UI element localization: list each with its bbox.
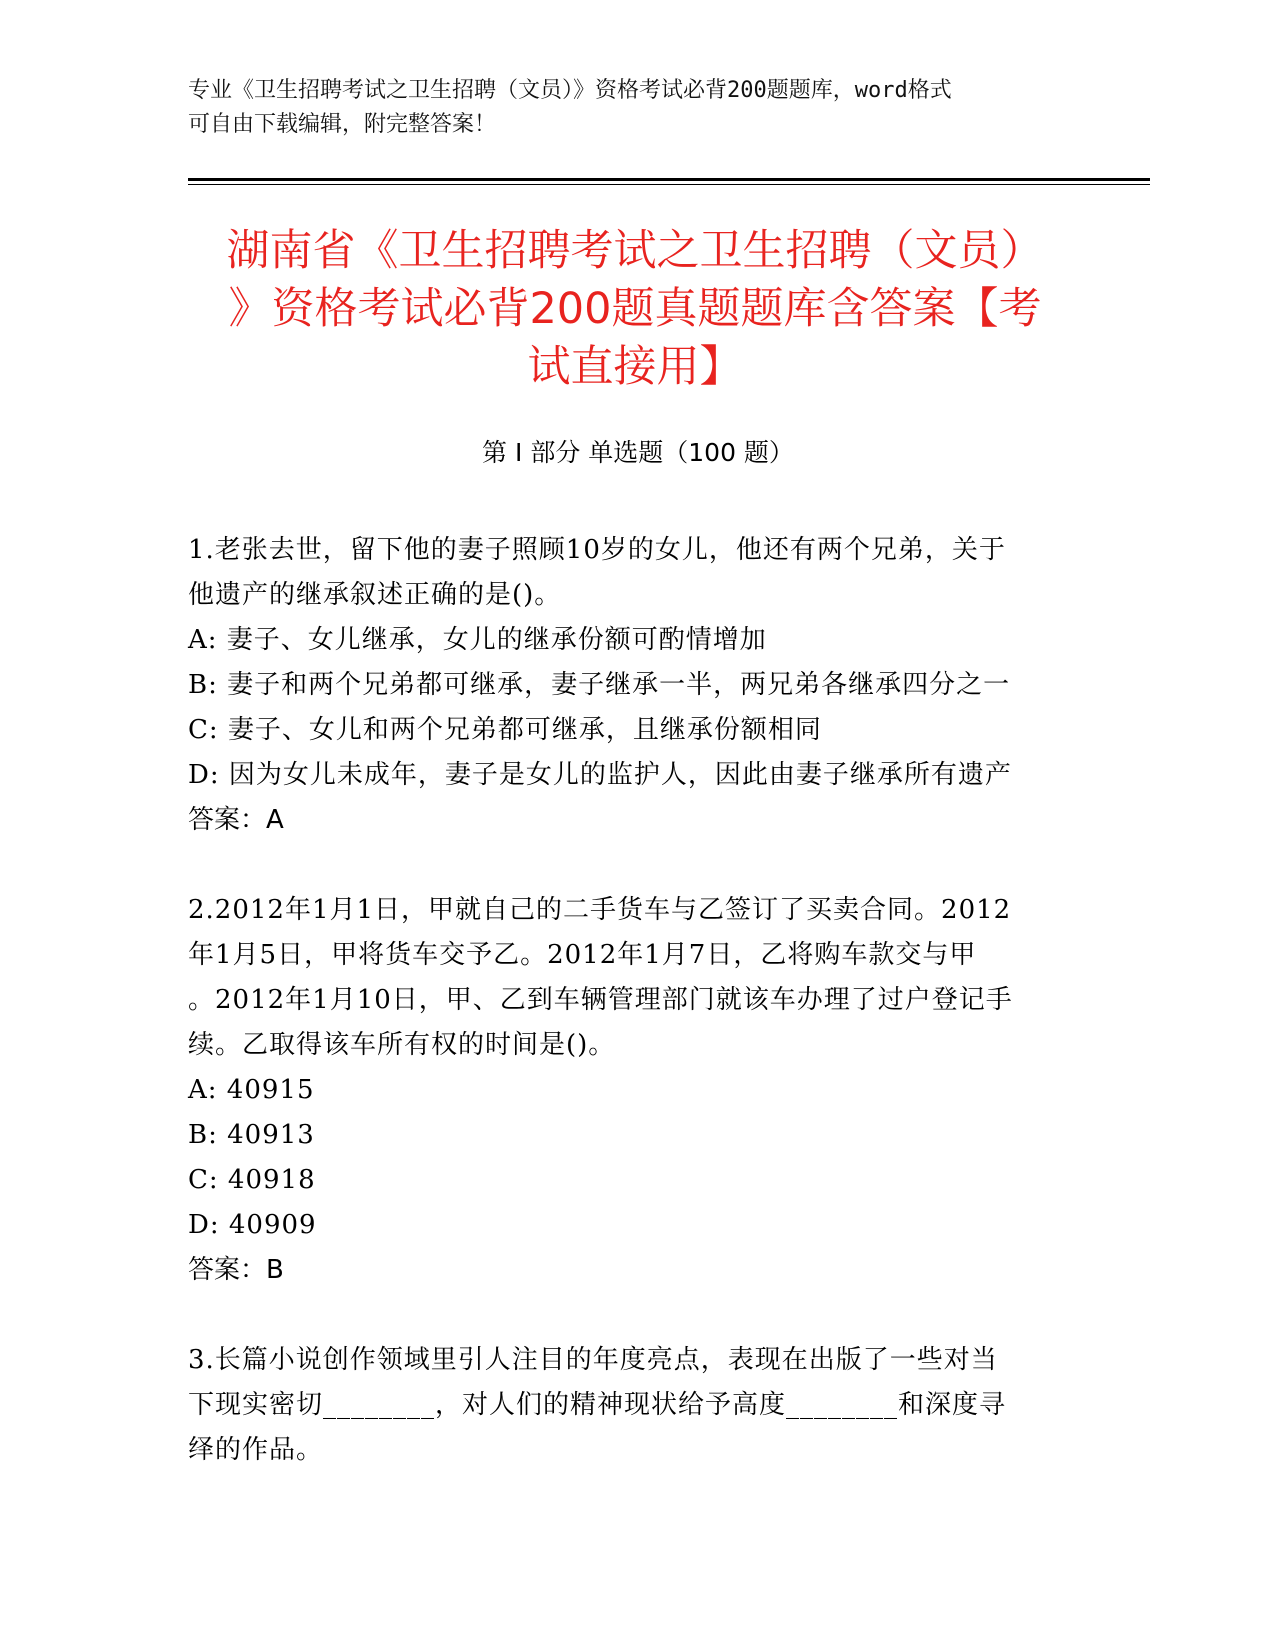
option-c: C: 40918 — [188, 1165, 316, 1195]
title-line: 》资格考试必背200题真题题库含答案【考 — [228, 284, 1042, 334]
section-title: 第 I 部分 单选题（100 题） — [482, 438, 794, 467]
header-note-line: 专业《卫生招聘考试之卫生招聘（文员）》资格考试必背200题题库，word格式 — [188, 78, 952, 103]
header-note — [188, 74, 1088, 142]
question-stem-line: 3.长篇小说创作领域里引人注目的年度亮点，表现在出版了一些对当 — [188, 1345, 998, 1375]
document-title — [175, 222, 1095, 396]
title-line: 湖南省《卫生招聘考试之卫生招聘（文员） — [226, 226, 1044, 276]
header-divider-thick — [188, 178, 1150, 181]
question-stem — [188, 1338, 1088, 1473]
option-c: C: 妻子、女儿和两个兄弟都可继承，且继承份额相同 — [188, 715, 822, 745]
option-a: A: 妻子、女儿继承，女儿的继承份额可酌情增加 — [188, 625, 767, 655]
question-stem-line: 2.2012年1月1日，甲就自己的二手货车与乙签订了买卖合同。2012 — [188, 895, 1012, 925]
header-divider-thin — [188, 184, 1150, 185]
option-a: A: 40915 — [188, 1075, 315, 1105]
question-stem-line: 。2012年1月10日，甲、乙到车辆管理部门就该车办理了过户登记手 — [188, 985, 1013, 1015]
question-stem-line: 下现实密切________，对人们的精神现状给予高度________和深度寻 — [188, 1390, 1007, 1420]
question-stem-line: 他遗产的继承叙述正确的是()。 — [188, 580, 562, 610]
question-3 — [188, 1338, 1088, 1473]
title-line: 试直接用】 — [527, 342, 743, 392]
answer: 答案：A — [188, 805, 284, 835]
option-d: D: 因为女儿未成年，妻子是女儿的监护人，因此由妻子继承所有遗产 — [188, 760, 1012, 790]
question-stem-line: 续。乙取得该车所有权的时间是()。 — [188, 1030, 616, 1060]
question-2 — [188, 888, 1088, 1293]
question-list — [188, 528, 1088, 1518]
header-note-line: 可自由下载编辑，附完整答案！ — [188, 112, 497, 137]
question-stem-line: 1.老张去世，留下他的妻子照顾10岁的女儿，他还有两个兄弟，关于 — [188, 535, 1006, 565]
question-1 — [188, 528, 1088, 843]
option-b: B: 40913 — [188, 1120, 315, 1150]
question-stem-line: 年1月5日，甲将货车交予乙。2012年1月7日，乙将购车款交与甲 — [188, 940, 977, 970]
question-stem-line: 绎的作品。 — [188, 1435, 324, 1465]
question-stem — [188, 528, 1088, 618]
option-b: B: 妻子和两个兄弟都可继承，妻子继承一半，两兄弟各继承四分之一 — [188, 670, 1011, 700]
option-d: D: 40909 — [188, 1210, 317, 1240]
question-stem — [188, 888, 1088, 1068]
answer: 答案：B — [188, 1255, 284, 1285]
